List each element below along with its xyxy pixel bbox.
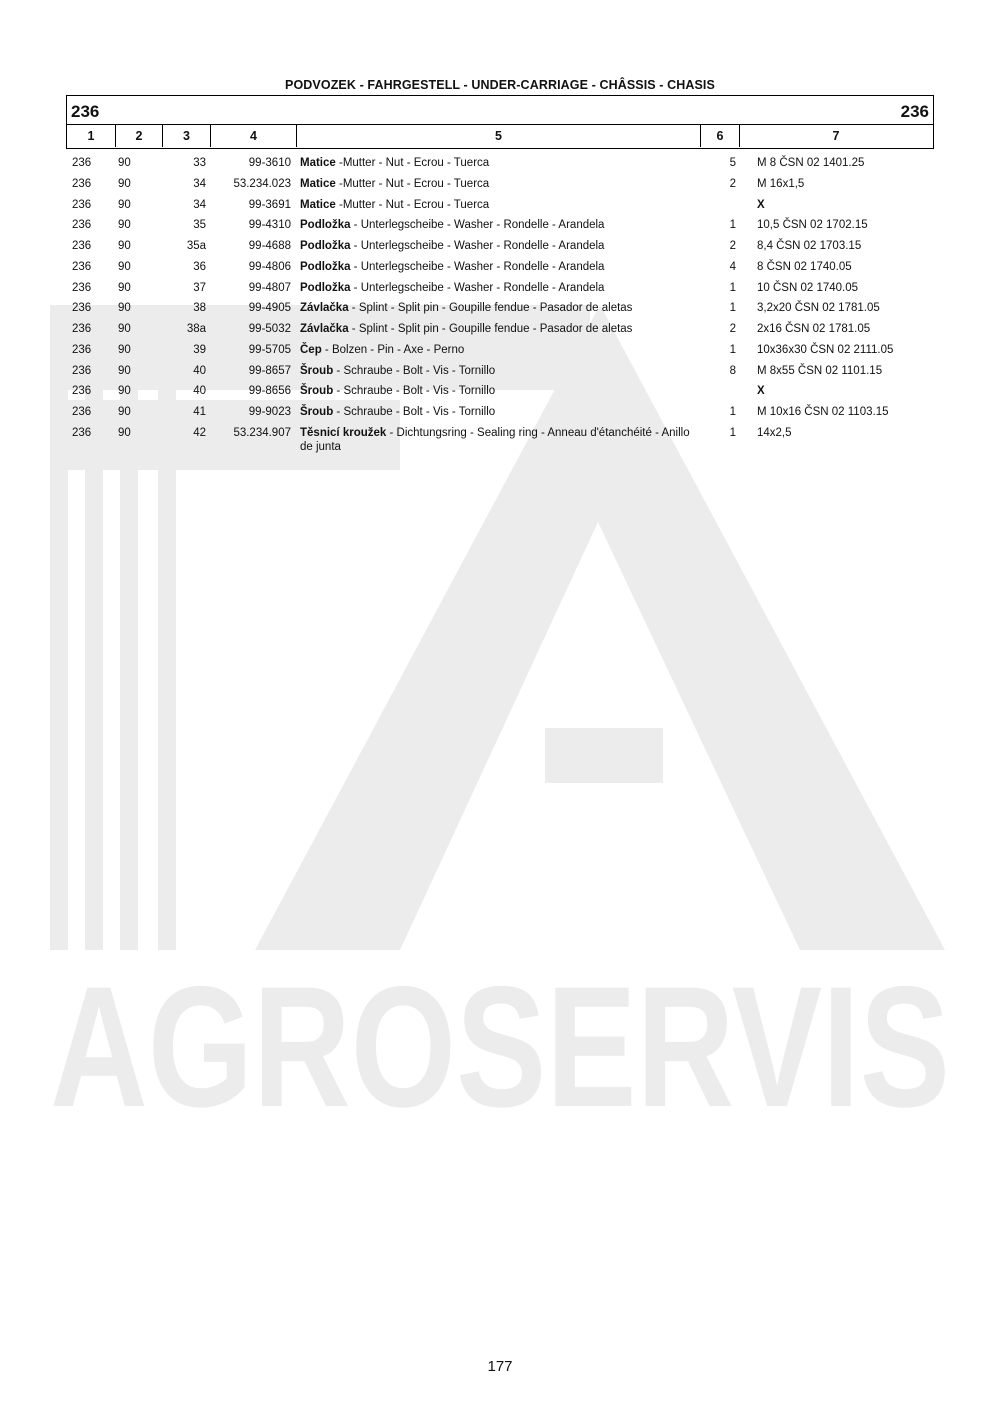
cell-group: 236 bbox=[72, 240, 92, 252]
cell-quantity: 2 bbox=[729, 240, 736, 252]
cell-position: 33 bbox=[193, 157, 206, 169]
part-translations: - Splint - Split pin - Goupille fendue - Pasador de aletas bbox=[348, 323, 633, 335]
cell-subgroup: 90 bbox=[118, 385, 131, 398]
cell-group: 236 bbox=[72, 302, 92, 315]
group-number-left: 236 bbox=[71, 102, 100, 121]
cell-subgroup: 90 bbox=[118, 281, 131, 294]
cell-group: 236 bbox=[72, 260, 92, 273]
part-name: Matice bbox=[300, 177, 336, 190]
cell-subgroup: 90 bbox=[118, 364, 131, 377]
column-header-3: 3 bbox=[163, 125, 211, 147]
parts-table-body bbox=[66, 152, 934, 454]
column-header-6: 6 bbox=[701, 125, 740, 147]
cell-subgroup: 90 bbox=[118, 240, 131, 252]
cell-quantity: 5 bbox=[729, 157, 736, 169]
part-name: Šroub bbox=[300, 364, 334, 377]
cell-quantity: 1 bbox=[729, 426, 736, 439]
cell-note: M 16x1,5 bbox=[757, 177, 805, 190]
cell-subgroup: 90 bbox=[118, 343, 131, 356]
cell-subgroup: 90 bbox=[118, 177, 131, 190]
cell-description bbox=[300, 260, 700, 274]
cell-position: 35 bbox=[193, 219, 206, 232]
cell-quantity: 2 bbox=[729, 177, 736, 190]
part-name: Závlačka bbox=[300, 302, 349, 315]
cell-part-number: 99-3610 bbox=[248, 157, 291, 169]
cell-position: 42 bbox=[193, 426, 206, 439]
cell-position: 37 bbox=[193, 281, 206, 294]
cell-quantity: 1 bbox=[729, 406, 736, 418]
cell-part-number: 99-4310 bbox=[248, 219, 291, 232]
cell-part-number: 99-4688 bbox=[248, 240, 291, 252]
cell-note: 8 ČSN 02 1740.05 bbox=[757, 260, 852, 273]
cell-quantity: 1 bbox=[729, 281, 736, 294]
cell-part-number: 99-4806 bbox=[248, 260, 291, 273]
cell-subgroup: 90 bbox=[118, 323, 131, 335]
cell-description bbox=[300, 426, 700, 454]
part-name: Podložka bbox=[300, 240, 351, 252]
cell-description bbox=[300, 239, 700, 253]
cell-group: 236 bbox=[72, 177, 92, 190]
cell-part-number: 99-4807 bbox=[248, 281, 291, 294]
table-row bbox=[66, 194, 934, 215]
parts-table-header bbox=[66, 95, 934, 149]
part-name: Závlačka bbox=[300, 323, 349, 335]
cell-group: 236 bbox=[72, 385, 92, 398]
cell-note: 2x16 ČSN 02 1781.05 bbox=[757, 323, 871, 335]
table-row bbox=[66, 297, 934, 318]
cell-part-number: 99-3691 bbox=[248, 198, 291, 211]
cell-subgroup: 90 bbox=[118, 219, 131, 232]
table-row bbox=[66, 214, 934, 235]
part-name: Šroub bbox=[300, 385, 334, 398]
part-name: Čep bbox=[300, 343, 322, 356]
cell-description bbox=[300, 177, 700, 191]
cell-note: M 8 ČSN 02 1401.25 bbox=[757, 157, 865, 169]
table-row bbox=[66, 380, 934, 401]
cell-group: 236 bbox=[72, 323, 92, 335]
cell-description bbox=[300, 405, 700, 419]
cell-note: 14x2,5 bbox=[757, 426, 792, 439]
cell-subgroup: 90 bbox=[118, 198, 131, 211]
cell-note: 3,2x20 ČSN 02 1781.05 bbox=[757, 302, 880, 315]
cell-subgroup: 90 bbox=[118, 260, 131, 273]
cell-description bbox=[300, 198, 700, 212]
cell-group: 236 bbox=[72, 343, 92, 356]
cell-group: 236 bbox=[72, 157, 92, 169]
part-translations: -Mutter - Nut - Ecrou - Tuerca bbox=[335, 198, 490, 211]
cell-quantity: 2 bbox=[729, 323, 736, 335]
table-row bbox=[66, 152, 934, 173]
cell-part-number: 99-5032 bbox=[248, 323, 291, 335]
cell-description bbox=[300, 343, 700, 357]
table-row bbox=[66, 360, 934, 381]
cell-subgroup: 90 bbox=[118, 406, 131, 418]
table-row bbox=[66, 173, 934, 194]
cell-group: 236 bbox=[72, 364, 92, 377]
cell-position: 35a bbox=[186, 240, 206, 252]
cell-part-number: 99-5705 bbox=[248, 343, 291, 356]
column-header-2: 2 bbox=[116, 125, 163, 147]
part-name: Podložka bbox=[300, 281, 351, 294]
part-translations: - Unterlegscheibe - Washer - Rondelle - Arandela bbox=[350, 240, 605, 252]
group-number-row bbox=[67, 96, 933, 125]
part-name: Podložka bbox=[300, 219, 351, 232]
part-translations: - Schraube - Bolt - Vis - Tornillo bbox=[333, 364, 496, 377]
cell-position: 38 bbox=[193, 302, 206, 315]
part-name: Matice bbox=[300, 198, 336, 211]
part-translations: -Mutter - Nut - Ecrou - Tuerca bbox=[335, 157, 490, 169]
table-row bbox=[66, 277, 934, 298]
cell-note: M 8x55 ČSN 02 1101.15 bbox=[757, 364, 883, 377]
cell-position: 40 bbox=[193, 364, 206, 377]
cell-part-number: 99-4905 bbox=[248, 302, 291, 315]
column-header-1: 1 bbox=[67, 125, 116, 147]
table-row bbox=[66, 401, 934, 422]
page-title: PODVOZEK - FAHRGESTELL - UNDER-CARRIAGE - CHÂSSIS - CHASIS bbox=[285, 78, 715, 92]
part-translations: - Schraube - Bolt - Vis - Tornillo bbox=[333, 406, 496, 418]
cell-description bbox=[300, 218, 700, 232]
cell-position: 36 bbox=[193, 260, 206, 273]
cell-note: 10 ČSN 02 1740.05 bbox=[757, 281, 859, 294]
cell-position: 40 bbox=[193, 385, 206, 398]
cell-position: 38a bbox=[186, 323, 206, 335]
column-header-4: 4 bbox=[211, 125, 297, 147]
cell-part-number: 99-8656 bbox=[248, 385, 291, 398]
table-row bbox=[66, 256, 934, 277]
cell-quantity: 8 bbox=[729, 364, 736, 377]
cell-note: X bbox=[757, 198, 765, 211]
table-row bbox=[66, 422, 934, 454]
cell-description bbox=[300, 156, 700, 170]
page-number: 177 bbox=[487, 1358, 513, 1375]
cell-subgroup: 90 bbox=[118, 426, 131, 439]
cell-part-number: 53.234.023 bbox=[233, 177, 291, 190]
part-translations: - Bolzen - Pin - Axe - Perno bbox=[321, 343, 465, 356]
cell-position: 41 bbox=[193, 406, 206, 418]
group-number-right: 236 bbox=[900, 102, 929, 121]
part-translations: - Dichtungsring - Sealing ring - Anneau d'étanchéité - Anillo de junta bbox=[300, 426, 690, 453]
cell-description bbox=[300, 384, 700, 398]
cell-quantity: 1 bbox=[729, 219, 736, 232]
cell-subgroup: 90 bbox=[118, 302, 131, 315]
part-translations: - Unterlegscheibe - Washer - Rondelle - Arandela bbox=[350, 260, 605, 273]
cell-note: X bbox=[757, 385, 765, 398]
cell-position: 34 bbox=[193, 177, 206, 190]
cell-note: M 10x16 ČSN 02 1103.15 bbox=[757, 406, 889, 418]
part-name: Matice bbox=[300, 157, 336, 169]
part-translations: - Splint - Split pin - Goupille fendue - Pasador de aletas bbox=[348, 302, 633, 315]
cell-part-number: 99-8657 bbox=[248, 364, 291, 377]
cell-description bbox=[300, 322, 700, 336]
part-translations: - Schraube - Bolt - Vis - Tornillo bbox=[333, 385, 496, 398]
part-translations: -Mutter - Nut - Ecrou - Tuerca bbox=[335, 177, 490, 190]
cell-subgroup: 90 bbox=[118, 157, 131, 169]
table-row bbox=[66, 339, 934, 360]
part-translations: - Unterlegscheibe - Washer - Rondelle - Arandela bbox=[350, 281, 605, 294]
cell-part-number: 99-9023 bbox=[248, 406, 291, 418]
table-row bbox=[66, 235, 934, 256]
cell-note: 10,5 ČSN 02 1702.15 bbox=[757, 219, 868, 232]
table-row bbox=[66, 318, 934, 339]
cell-description bbox=[300, 281, 700, 295]
cell-position: 39 bbox=[193, 343, 206, 356]
column-header-7: 7 bbox=[832, 129, 840, 143]
cell-position: 34 bbox=[193, 198, 206, 211]
cell-group: 236 bbox=[72, 219, 92, 232]
cell-description bbox=[300, 301, 700, 315]
column-header-5: 5 bbox=[297, 125, 701, 147]
part-translations: - Unterlegscheibe - Washer - Rondelle - Arandela bbox=[350, 219, 605, 232]
cell-part-number: 53.234.907 bbox=[233, 426, 291, 439]
watermark-text: AGROSERVIS bbox=[50, 951, 950, 1143]
part-name: Šroub bbox=[300, 406, 334, 418]
column-header-row bbox=[67, 125, 933, 147]
cell-group: 236 bbox=[72, 281, 92, 294]
part-name: Těsnicí kroužek bbox=[300, 426, 387, 439]
cell-quantity: 1 bbox=[729, 343, 736, 356]
cell-quantity: 1 bbox=[729, 302, 736, 315]
cell-group: 236 bbox=[72, 426, 92, 439]
cell-note: 10x36x30 ČSN 02 2111.05 bbox=[757, 343, 894, 356]
cell-description bbox=[300, 364, 700, 378]
cell-group: 236 bbox=[72, 406, 92, 418]
cell-quantity: 4 bbox=[729, 260, 736, 273]
part-name: Podložka bbox=[300, 260, 351, 273]
cell-note: 8,4 ČSN 02 1703.15 bbox=[757, 240, 862, 252]
cell-group: 236 bbox=[72, 198, 92, 211]
